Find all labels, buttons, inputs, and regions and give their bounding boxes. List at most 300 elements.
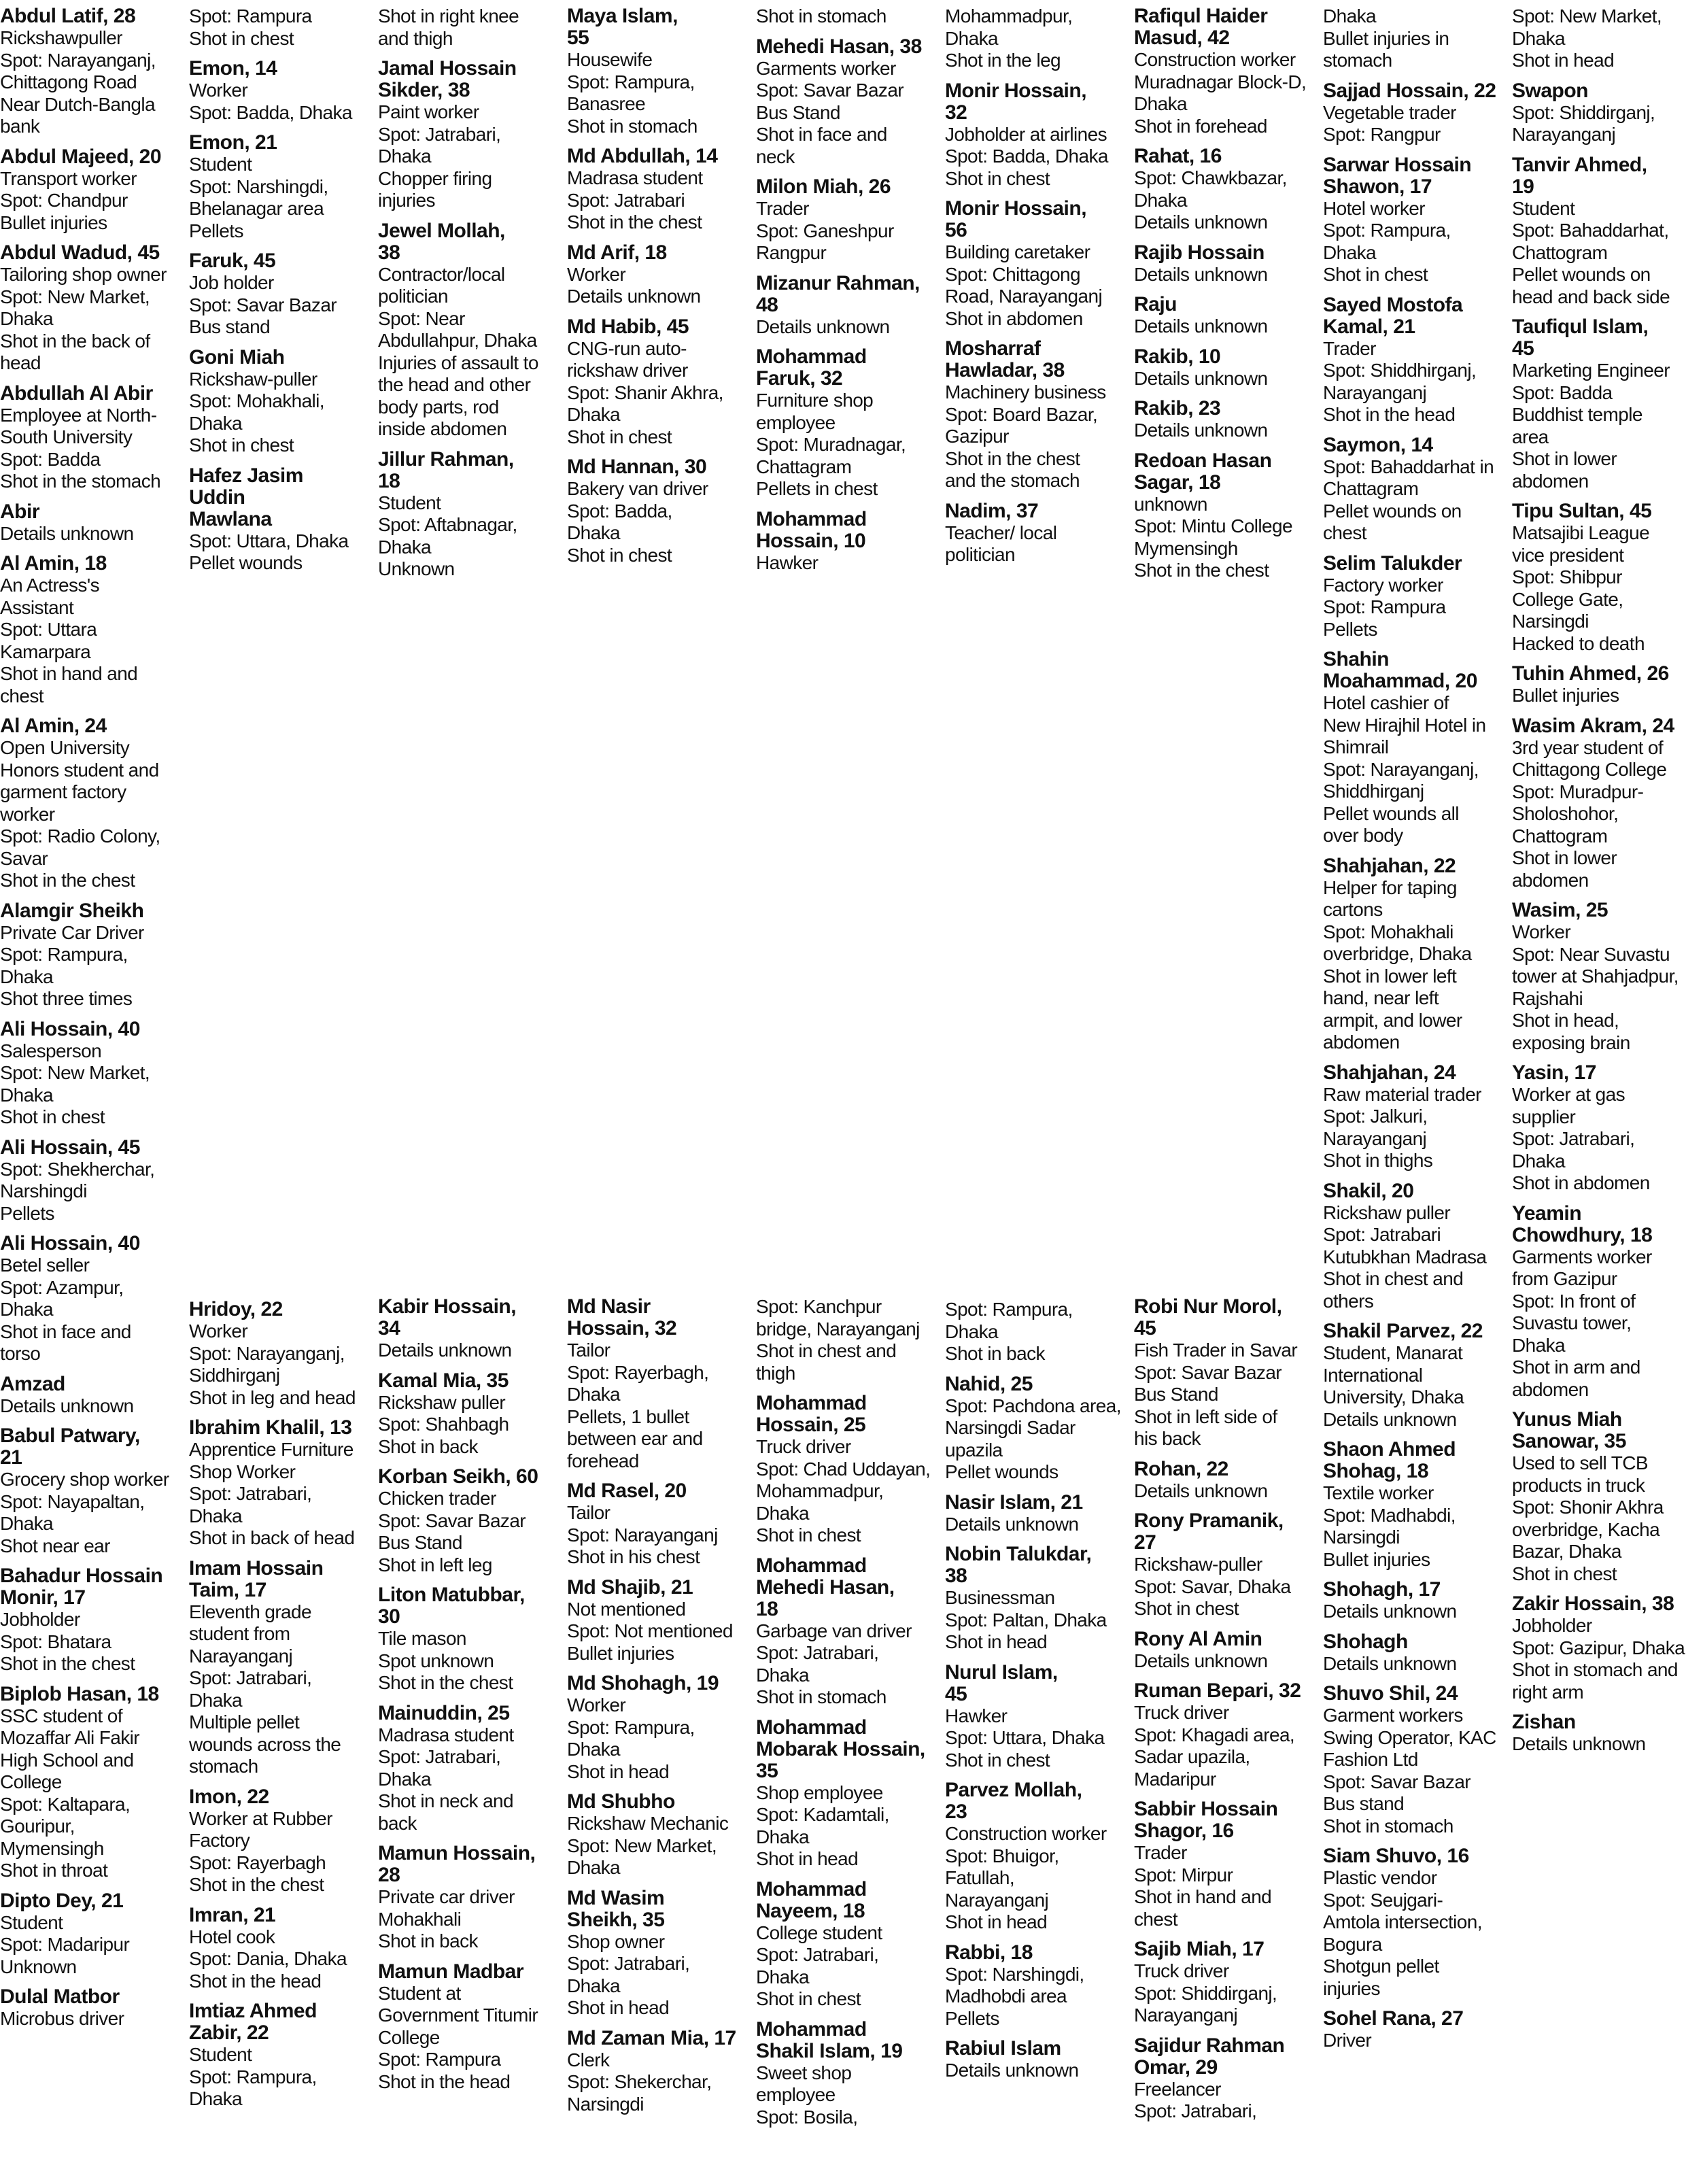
victim-detail-line: Spot: Jatrabari, (756, 1944, 879, 1965)
victim-name: Wasim, 25 (1512, 899, 1608, 921)
victim-detail-line: Shot in chest (945, 167, 1050, 189)
victim-detail-line: Garments worker (756, 57, 896, 79)
victim-entry (1323, 1439, 1508, 1571)
victim-entry (756, 1555, 941, 1709)
victim-detail-line: Tile mason (378, 1628, 466, 1649)
victim-detail-line: Spot: Rampura, (1323, 220, 1451, 241)
victim-detail-line: Spot: Shiddirganj, (1134, 1982, 1277, 2004)
victim-detail-line: Details unknown (945, 1513, 1079, 1535)
victim-detail-line: Student (0, 1911, 63, 1933)
victim-detail-line: Pellets, 1 bullet (567, 1405, 689, 1427)
victim-name: Emon, 21 (189, 131, 277, 154)
victim-name: Sajidur Rahman (1134, 2034, 1285, 2057)
victim-detail-line: Dhaka (756, 1664, 809, 1686)
victim-detail-line: Injuries of assault to (378, 352, 538, 373)
victim-detail-line: Shot in chest (1512, 1563, 1617, 1584)
victim-detail-line: over body (1323, 825, 1403, 846)
victim-name: Mehedi Hasan, (756, 1575, 895, 1599)
victim-detail-line: Narayanganj (189, 1645, 293, 1667)
victim-detail-line: Worker (1512, 921, 1571, 942)
victim-name: Shohagh (1323, 1630, 1408, 1653)
victim-detail-line: Rickshawpuller (0, 27, 122, 48)
victim-detail-line: Narayanganj (1323, 381, 1427, 403)
victim-detail-line: Shot in stomach and (1512, 1659, 1678, 1680)
victim-entry (945, 1543, 1130, 1654)
victim-detail-line: Shot in thighs (1323, 1150, 1433, 1171)
column-5-bottom (756, 1296, 941, 2136)
victim-detail-line: tower at Shahjadpur, (1512, 966, 1679, 987)
victim-detail-line: Spot: Rampura, (945, 1299, 1073, 1320)
victim-detail-line: Details unknown (1134, 367, 1268, 389)
victim-entry (378, 1843, 563, 1953)
victim-detail-line: Muradnagar Block-D, (1134, 71, 1307, 92)
victim-name: Zishan (1512, 1711, 1576, 1733)
victim-detail-line: Truck driver (1134, 1960, 1229, 1981)
victim-name: Md Habib, 45 (567, 315, 689, 338)
victim-detail-line: Shot in head (567, 1760, 670, 1782)
victim-detail-line: Spot: Bahaddarhat, (1512, 220, 1669, 241)
victim-name: Tuhin Ahmed, 26 (1512, 662, 1669, 685)
victim-detail-line: Spot: Jatrabari, (756, 1642, 879, 1663)
victim-detail-line: Hotel cook (189, 1926, 275, 1947)
victim-detail-line: Details unknown (1134, 263, 1268, 285)
victim-detail-line: Spot: Near (378, 307, 465, 329)
victim-name: 55 (567, 27, 589, 49)
victim-detail-line: Apprentice Furniture (189, 1439, 354, 1460)
victim-detail-line: Shot in the head (378, 2070, 511, 2092)
victim-name: Mosharraf (945, 337, 1041, 360)
victim-detail-line: Hacked to death (1512, 632, 1645, 654)
victim-detail-line: New Hirajhil Hotel in (1323, 714, 1486, 736)
victim-detail-line: Truck driver (1134, 1702, 1229, 1723)
victim-detail-line: Shot in chest and (1323, 1268, 1464, 1289)
victim-name: 48 (756, 293, 778, 316)
victim-detail-line: Garment workers (1323, 1705, 1463, 1726)
victim-detail-line: Bus Stand (1134, 1384, 1218, 1405)
victim-detail-line: Chattogram (1512, 825, 1608, 847)
victim-detail-line: Spot: Muradpur- (1512, 781, 1644, 802)
victim-detail-line: Student at (378, 1982, 461, 2004)
victim-detail-line: Shot in hand and (1134, 1886, 1272, 1907)
victim-detail-line: Shop Worker (189, 1461, 296, 1482)
victim-detail-line: Rickshaw Mechanic (567, 1813, 729, 1834)
victim-detail-line: Spot: Pachdona area, (945, 1395, 1121, 1416)
victim-detail-line: Paint worker (378, 101, 479, 122)
victim-detail-line: Spot: Shekherchar, (0, 1158, 155, 1180)
victim-detail-line: Shot in head (567, 1997, 670, 2018)
victim-detail-line: Shot in stomach (756, 5, 887, 27)
victim-detail-line: Chicken trader (378, 1488, 496, 1509)
victim-detail-line: Shot in abdomen (1512, 1172, 1650, 1193)
victim-entry (0, 553, 185, 707)
victim-name: Rabbi, 18 (945, 1941, 1033, 1964)
victim-name: Dipto Dey, 21 (0, 1889, 124, 1912)
victim-detail-line: Raw material trader (1323, 1083, 1481, 1105)
victim-detail-line: Kamarpara (0, 641, 91, 662)
victim-detail-line: Shot in head (756, 1848, 859, 1869)
victim-entry (756, 1296, 941, 1384)
victim-entry (1323, 1845, 1508, 2000)
column-5-top (756, 5, 941, 582)
victim-detail-line: neck (756, 146, 795, 167)
victim-detail-line: Worker (189, 80, 248, 101)
victim-detail-line: products in truck (1512, 1474, 1645, 1496)
victim-detail-line: Transport worker (0, 167, 137, 189)
victim-detail-line: Spot: Jatrabari (567, 189, 685, 211)
victim-detail-line: back (378, 1812, 417, 1834)
victim-name: Al Amin, 18 (0, 552, 107, 575)
victim-detail-line: Spot: Savar Bazar (1323, 1771, 1471, 1792)
victim-name: Nasir Islam, 21 (945, 1490, 1083, 1514)
victim-detail-line: unknown (1134, 493, 1207, 515)
victim-name: Md Arif, 18 (567, 241, 667, 264)
victim-detail-line: Bakery van driver (567, 478, 708, 499)
victim-entry (1323, 80, 1508, 146)
victim-detail-line: Shot in arm and (1512, 1357, 1640, 1378)
victim-detail-line: Spot: Rampura, (189, 2066, 317, 2087)
victim-name: Mohammad (756, 1554, 867, 1577)
victim-name: Monir Hossain, (945, 197, 1087, 220)
victim-detail-line: Mymensingh (1134, 537, 1238, 559)
victim-detail-line: Dhaka (1134, 189, 1187, 211)
victim-detail-line: Jobholder at airlines (945, 123, 1107, 145)
victim-detail-line: Shot in the chest (378, 1672, 513, 1693)
victim-detail-line: Narayanganj (945, 1889, 1049, 1911)
victim-detail-line: Assistant (0, 596, 74, 618)
victim-entry (189, 250, 374, 339)
victim-detail-line: Private Car Driver (0, 921, 144, 943)
victim-entry (756, 273, 941, 339)
victim-entry (189, 1558, 374, 1778)
victim-entry (0, 1137, 185, 1225)
victim-detail-line: Details unknown (1134, 1650, 1268, 1671)
victim-entry (1134, 1628, 1319, 1673)
victim-detail-line: Dhaka (1512, 27, 1565, 49)
victim-detail-line: Pellets (945, 2007, 999, 2029)
victim-detail-line: Jobholder (1512, 1615, 1592, 1636)
victim-detail-line: Spot: Kaltapara, (0, 1793, 131, 1815)
victim-detail-line: Housewife (567, 49, 653, 70)
victim-detail-line: Not mentioned (567, 1598, 686, 1620)
victim-detail-line: Spot: Khagadi area, (1134, 1724, 1295, 1745)
victim-entry (945, 338, 1130, 492)
victim-name: Md Nasir (567, 1295, 651, 1318)
victim-name: Omar, 29 (1134, 2055, 1218, 2079)
victim-entry (1512, 5, 1686, 72)
victim-detail-line: Spot: Kadamtali, (756, 1804, 889, 1825)
victim-detail-line: chest (1323, 522, 1366, 543)
victim-detail-line: Spot: Jatrabari, (567, 1953, 690, 1974)
victim-entry (1134, 294, 1319, 338)
victim-detail-line: Spot: Shiddirganj, (1512, 101, 1655, 123)
victim-detail-line: Driver (1323, 2030, 1372, 2051)
victim-name: Rohan, 22 (1134, 1457, 1228, 1480)
victim-entry (1323, 2008, 1508, 2052)
victim-name: Emon, 14 (189, 57, 277, 80)
victim-entry (378, 1296, 563, 1362)
victim-name: Sayed Mostofa (1323, 293, 1463, 316)
victim-detail-line: Shot in stomach (1323, 1815, 1453, 1837)
victim-name: Abdul Majeed, 20 (0, 145, 162, 168)
victim-detail-line: Spot: Shibpur (1512, 566, 1622, 587)
victim-detail-line: Spot: Rangpur (1323, 124, 1441, 145)
victim-name: Kamal, 21 (1323, 315, 1415, 338)
victim-name: Mohammad (756, 1877, 867, 1900)
victim-name: Md Rasel, 20 (567, 1480, 687, 1502)
victim-entry (189, 1299, 374, 1409)
victim-entry (567, 5, 752, 137)
victim-detail-line: Narshingdi (0, 1180, 87, 1201)
column-3-bottom (378, 1296, 563, 2101)
victim-detail-line: Worker (189, 1320, 248, 1342)
victim-detail-line: Spot: Savar, Dhaka (1134, 1575, 1291, 1597)
victim-detail-line: Shot in right knee (378, 5, 519, 27)
victim-entry (1134, 450, 1319, 582)
victim-detail-line: Spot: Mirpur (1134, 1864, 1233, 1886)
victim-entry (1134, 1939, 1319, 2027)
victim-detail-line: stomach (1323, 50, 1392, 71)
victim-detail-line: from Gazipur (1512, 1268, 1617, 1289)
victim-entry (378, 1584, 563, 1694)
victim-detail-line: Details unknown (567, 286, 701, 307)
victim-detail-line: Shot in the chest (1134, 560, 1269, 581)
victim-detail-line: overbridge, Kacha (1512, 1518, 1660, 1540)
victim-name: Milon Miah, 26 (756, 175, 891, 198)
victim-name: Nadim, 37 (945, 499, 1039, 522)
victim-detail-line: Rickshaw-puller (189, 368, 317, 390)
victim-detail-line: Shot in the chest (0, 870, 135, 891)
victim-detail-line: Pellets in chest (756, 478, 878, 499)
victim-detail-line: Rangpur (756, 242, 827, 263)
victim-name: Kabir Hossain, (378, 1295, 517, 1318)
victim-detail-line: Spot: Uttara (0, 619, 97, 640)
victim-detail-line: Shot in chest (1134, 1598, 1239, 1619)
victim-detail-line: Multiple pellet (189, 1711, 300, 1733)
victim-name: Md Hannan, 30 (567, 456, 707, 478)
victim-detail-line: Dhaka (0, 308, 53, 329)
victim-detail-line: Kutubkhan Madrasa (1323, 1246, 1487, 1267)
victim-detail-line: Furniture shop (756, 390, 874, 411)
victim-detail-line: Construction worker (945, 1823, 1107, 1844)
victim-detail-line: Spot: Madhabdi, (1323, 1504, 1456, 1526)
victim-detail-line: Spot: Chawkbazar, (1134, 167, 1287, 188)
victim-name: Mohammad (756, 1392, 867, 1414)
victim-name: Mehedi Hasan, 38 (756, 35, 922, 58)
victim-detail-line: Shotgun pellet (1323, 1956, 1439, 1977)
victim-name: Saymon, 14 (1323, 433, 1433, 456)
victim-detail-line: Shot in abdomen (945, 307, 1083, 329)
victim-entry (1323, 649, 1508, 847)
victim-detail-line: Shot in the stomach (0, 471, 161, 492)
victim-detail-line: injuries (1323, 1977, 1380, 1999)
victim-entry (1134, 1458, 1319, 1503)
victim-name: Rakib, 10 (1134, 345, 1221, 368)
victim-detail-line: head and back side (1512, 286, 1670, 307)
victim-detail-line: Used to sell TCB (1512, 1452, 1648, 1473)
victim-detail-line: International (1323, 1364, 1423, 1386)
victim-detail-line: University, Dhaka (1323, 1386, 1464, 1407)
victim-detail-line: Madrasa student (567, 167, 703, 188)
victim-entry (0, 501, 185, 545)
victim-detail-line: Shot in throat (0, 1860, 108, 1881)
victim-detail-line: Siddhirganj (189, 1365, 280, 1386)
victim-detail-line: Clerk (567, 2049, 610, 2070)
victim-detail-line: Shot three times (0, 988, 133, 1009)
column-1 (0, 5, 185, 2038)
victim-detail-line: vice president (1512, 544, 1624, 566)
victim-detail-line: Businessman (945, 1587, 1055, 1608)
victim-detail-line: Shot in face and (756, 124, 887, 145)
victim-detail-line: Contractor/local (378, 263, 505, 285)
victim-detail-line: Shot in chest (945, 1749, 1050, 1771)
victim-detail-line: Dhaka (378, 146, 431, 167)
victim-detail-line: College (378, 2026, 440, 2048)
victim-detail-line: Factory (189, 1830, 250, 1851)
victim-detail-line: Factory worker (1323, 574, 1443, 596)
victim-name: Shakil, 20 (1323, 1179, 1414, 1202)
victim-detail-line: Spot: Rampura (378, 2049, 501, 2070)
victim-name: Sheikh, 35 (567, 1908, 665, 1931)
victim-detail-line: Shot in the chest (189, 1874, 324, 1895)
victim-name: 45 (1134, 1317, 1156, 1340)
victim-detail-line: Hawker (945, 1705, 1008, 1726)
victim-detail-line: Bus Stand (378, 1532, 462, 1553)
victim-entry (567, 146, 752, 234)
victim-detail-line: CNG-run auto- (567, 337, 687, 359)
victim-name: Monir Hossain, (945, 79, 1087, 102)
victim-detail-line: Shot in leg and head (189, 1386, 356, 1408)
victim-entry (567, 2028, 752, 2116)
victim-detail-line: Dhaka (1323, 241, 1376, 263)
victim-detail-line: Shot in chest (756, 1988, 861, 2009)
victim-detail-line: South University (0, 426, 133, 447)
victim-detail-line: Dhaka (189, 1505, 242, 1526)
victim-name: Shahin (1323, 648, 1390, 670)
victim-detail-line: student from (189, 1623, 290, 1644)
victim-detail-line: Road, Narayanganj (945, 286, 1103, 307)
victim-name: Hossain, 25 (756, 1414, 866, 1436)
victim-detail-line: Trader (756, 198, 809, 219)
victim-entry (945, 2038, 1130, 2082)
victim-detail-line: Shot near ear (0, 1535, 110, 1556)
victim-detail-line: employee (756, 2084, 836, 2105)
victim-name: 28 (378, 1864, 400, 1886)
victim-name: Ruman Bepari, 32 (1134, 1679, 1301, 1702)
victim-detail-line: area (1512, 426, 1549, 447)
victim-detail-line: An Actress's (0, 575, 99, 596)
victim-detail-line: Dhaka (567, 1739, 620, 1760)
victim-detail-line: Mohakhali (378, 1908, 462, 1930)
victim-detail-line: Eleventh grade (189, 1601, 311, 1622)
victim-detail-line: Pellet wounds all (1323, 802, 1459, 824)
victim-entry (1512, 900, 1686, 1054)
victim-detail-line: Amtola intersection, (1323, 1911, 1482, 1932)
victim-detail-line: Shot in lower (1512, 847, 1617, 868)
victim-detail-line: upazila (945, 1439, 1003, 1461)
victim-detail-line: Dhaka (378, 1768, 431, 1790)
victim-name: Mawlana (189, 507, 272, 530)
victim-name: Yunus Miah (1512, 1408, 1622, 1431)
victim-detail-line: College Gate, (1512, 588, 1623, 610)
victim-entry (1512, 663, 1686, 707)
victim-entry (567, 316, 752, 449)
victim-detail-line: Dhaka (945, 1320, 998, 1342)
victim-name: Ali Hossain, 40 (0, 1017, 140, 1040)
victim-detail-line: garment factory (0, 781, 126, 802)
victim-name: 18 (378, 469, 400, 492)
victim-detail-line: Worker (567, 1694, 626, 1716)
victim-detail-line: cartons (1323, 899, 1383, 920)
victim-entry (1134, 146, 1319, 234)
victim-name: Rakib, 23 (1134, 397, 1221, 420)
victim-detail-line: Sholoshohor, (1512, 803, 1619, 824)
victim-name: Shohagh, 17 (1323, 1578, 1441, 1601)
victim-entry (1323, 294, 1508, 426)
victim-entry (189, 1905, 374, 1993)
victim-detail-line: Shot in chest (567, 544, 672, 566)
victim-detail-line: Rajshahi (1512, 987, 1583, 1009)
victim-detail-line: Spot: Narayanganj, (1323, 758, 1479, 780)
victim-name: Nayeem, 18 (756, 1899, 865, 1922)
victim-name: Robi Nur Morol, (1134, 1295, 1282, 1318)
victim-entry (756, 1393, 941, 1547)
victim-entry (945, 1662, 1130, 1772)
victim-entry (756, 346, 941, 500)
victim-detail-line: Dhaka (0, 966, 53, 987)
victim-detail-line: Spot: Savar Bazar (1134, 1361, 1282, 1383)
victim-entry (756, 176, 941, 265)
victim-detail-line: Details unknown (1134, 211, 1268, 233)
victim-name: 38 (378, 241, 400, 264)
victim-detail-line: Trader (1134, 1842, 1187, 1863)
victim-name: Md Abdullah, 14 (567, 145, 718, 167)
victim-name: Hossain, 32 (567, 1317, 677, 1340)
victim-detail-line: Spot: Mohakhali, (189, 390, 324, 411)
victim-detail-line: exposing brain (1512, 1031, 1630, 1053)
victim-detail-line: Shot in hand and (0, 663, 138, 684)
victim-detail-line: torso (0, 1343, 41, 1364)
victim-detail-line: Shot in chest (0, 1106, 105, 1127)
victim-name: Rony Pramanik, (1134, 1509, 1284, 1532)
victim-detail-line: Worker at Rubber (189, 1807, 332, 1829)
victim-name: Mobarak Hossain, (756, 1737, 925, 1760)
victim-detail-line: Spot: Bhatara (0, 1631, 111, 1652)
victim-name: 27 (1134, 1531, 1156, 1554)
victim-detail-line: Chopper firing (378, 167, 492, 189)
victim-detail-line: Spot: Savar Bazar (189, 294, 337, 315)
victim-name: Liton Matubbar, (378, 1584, 525, 1606)
victim-entry (0, 1019, 185, 1129)
victim-detail-line: Bullet injuries (1323, 1548, 1430, 1570)
victim-detail-line: the head and other (378, 374, 531, 395)
victim-detail-line: Job holder (189, 272, 274, 293)
victim-detail-line: Dhaka (189, 412, 242, 434)
victim-detail-line: Shot in face and (0, 1320, 131, 1342)
victim-detail-line: Spot: Shonir Akhra (1512, 1497, 1664, 1518)
victim-detail-line: rickshaw driver (567, 360, 688, 381)
victim-entry (756, 5, 941, 28)
victim-detail-line: Student (1512, 197, 1575, 219)
victim-name: Shahjahan, 24 (1323, 1061, 1456, 1084)
victim-entry (1323, 434, 1508, 545)
victim-detail-line: Pellet wounds (945, 1461, 1059, 1482)
victim-entry (378, 1703, 563, 1835)
victim-detail-line: Teacher/ local (945, 522, 1057, 543)
victim-detail-line: stomach (189, 1756, 258, 1777)
victim-name: Ibrahim Khalil, 13 (189, 1416, 352, 1439)
victim-entry (945, 1779, 1130, 1934)
victim-name: Chowdhury, 18 (1512, 1223, 1653, 1246)
